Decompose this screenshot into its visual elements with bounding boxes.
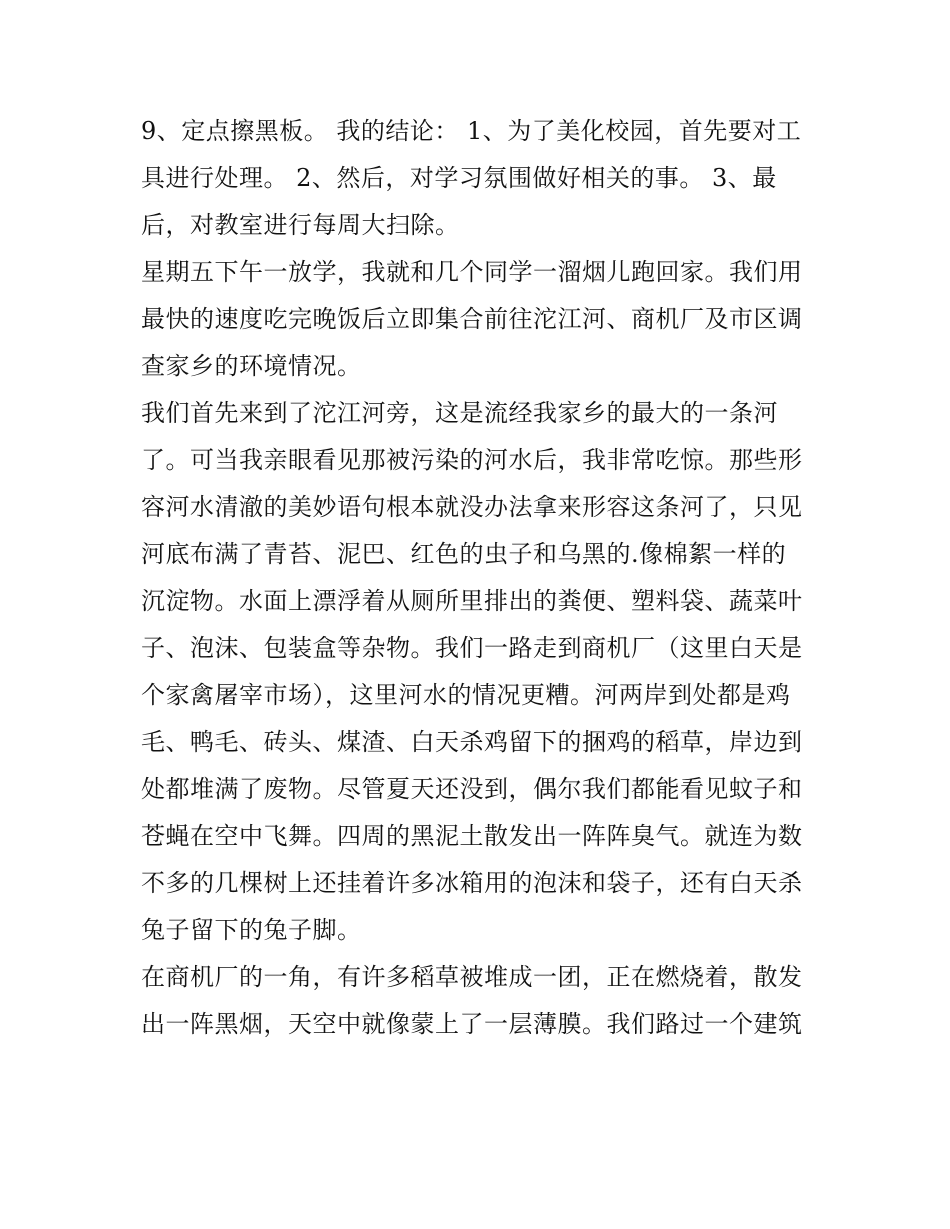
text-line: 毛、鸭毛、砖头、煤渣、白天杀鸡留下的捆鸡的稻草，岸边到 (141, 728, 803, 756)
document-body (141, 108, 813, 1048)
text-line: 具进行处理。 2、然后，对学习氛围做好相关的事。 3、最 (141, 164, 777, 192)
text-line: 处都堆满了废物。尽管夏天还没到，偶尔我们都能看见蚊子和 (141, 775, 803, 803)
text-line: 容河水清澈的美妙语句根本就没办法拿来形容这条河了，只见 (141, 493, 803, 521)
text-line: 后，对教室进行每周大扫除。 (141, 211, 460, 239)
text-line: 子、泡沫、包装盒等杂物。我们一路走到商机厂（这里白天是 (141, 634, 803, 662)
text-line: 兔子留下的兔子脚。 (141, 916, 362, 944)
text-line: 查家乡的环境情况。 (141, 352, 362, 380)
text-line: 个家禽屠宰市场），这里河水的情况更糟。河两岸到处都是鸡 (141, 681, 791, 709)
text-line: 我们首先来到了沱江河旁，这是流经我家乡的最大的一条河 (141, 399, 778, 427)
text-line: 河底布满了青苔、泥巴、红色的虫子和乌黑的.像棉絮一样的 (141, 540, 787, 568)
text-line: 最快的速度吃完晚饭后立即集合前往沱江河、商机厂及市区调 (141, 305, 803, 333)
paragraph-river (141, 390, 813, 954)
text-line: 苍蝇在空中飞舞。四周的黑泥土散发出一阵阵臭气。就连为数 (141, 822, 803, 850)
text-line: 沉淀物。水面上漂浮着从厕所里排出的粪便、塑料袋、蔬菜叶 (141, 587, 803, 615)
text-line: 星期五下午一放学，我就和几个同学一溜烟儿跑回家。我们用 (141, 258, 803, 286)
paragraph-factory-corner (141, 954, 813, 1048)
paragraph-friday (141, 249, 813, 390)
text-line: 不多的几棵树上还挂着许多冰箱用的泡沫和袋子，还有白天杀 (141, 869, 803, 897)
text-line: 了。可当我亲眼看见那被污染的河水后，我非常吃惊。那些形 (141, 446, 803, 474)
text-line: 在商机厂的一角，有许多稻草被堆成一团，正在燃烧着，散发 (141, 963, 803, 991)
text-line: 9、定点擦黑板。 我的结论： 1、为了美化校园，首先要对工 (141, 117, 802, 145)
paragraph-conclusion (141, 108, 813, 249)
text-line: 出一阵黑烟，天空中就像蒙上了一层薄膜。我们路过一个建筑 (141, 1010, 803, 1038)
